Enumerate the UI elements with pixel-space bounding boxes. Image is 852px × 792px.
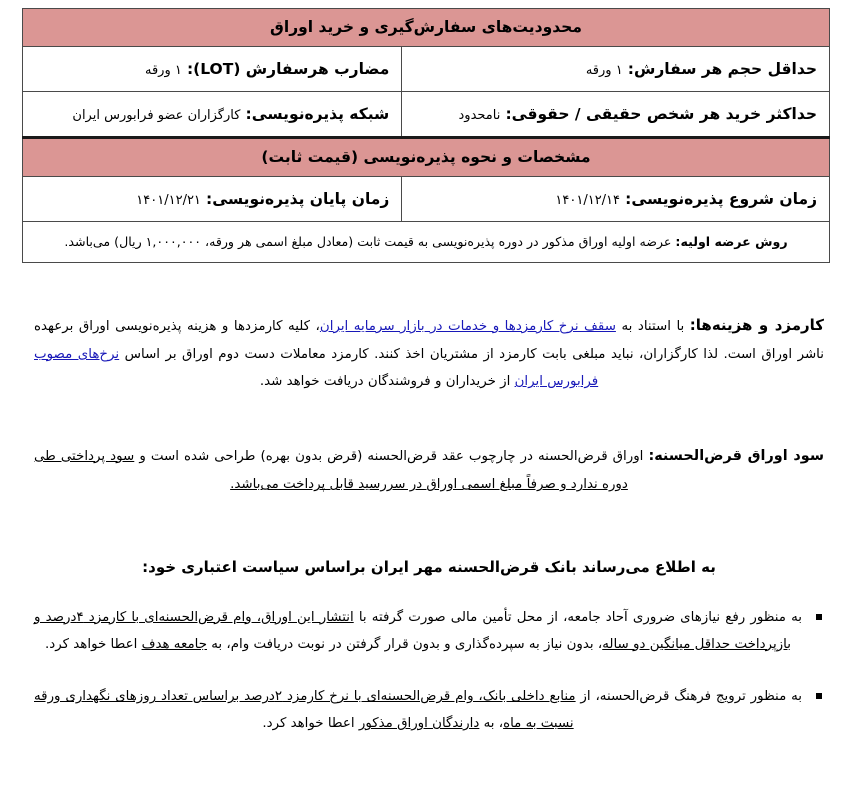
bullet-2-text-start: به منظور ترویج فرهنگ قرض‌الحسنه، از: [575, 689, 803, 705]
max-purchase-label: حداکثر خرید هر شخص حقیقی / حقوقی:: [505, 105, 817, 124]
table-band-row-subscription-specs: [23, 138, 830, 177]
subscription-end-value: ۱۴۰۱/۱۲/۲۱: [136, 193, 201, 209]
cell-subscription-network: [23, 92, 402, 138]
bullet-2-underlined-a: منابع داخلی بانک، وام قرض‌الحسنه‌ای با نرخ کارمزد ۲درصد براساس تعداد روزهای نگهداری ورقه نسبت به ماه: [34, 689, 576, 732]
band-cell: [23, 138, 830, 177]
bullet-1-underlined-b: جامعه هدف: [141, 636, 207, 652]
min-order-volume-value: ۱ ورقه: [585, 63, 623, 79]
bullet-1-text-mid: ، بدون نیاز به سپرده‌گذاری و بدون قرار گرفتن در نوبت دریافت وام، به: [206, 636, 603, 652]
list-item: [34, 605, 824, 659]
order-lot-value: ۱ ورقه: [144, 63, 182, 79]
subscription-network-value: کارگزاران عضو فرابورس ایران: [72, 108, 241, 124]
max-purchase-value: نامحدود: [458, 108, 501, 124]
bullet-1-text-end: اعطا خواهد کرد.: [45, 636, 142, 652]
announcement-heading: به اطلاع می‌رساند بانک قرض‌الحسنه مهر ایران براساس سیاست اعتباری خود:: [142, 557, 716, 576]
subscription-start-label: زمان شروع پذیره‌نویسی:: [625, 190, 817, 209]
profit-heading: سود اوراق قرض‌الحسنه:: [648, 447, 824, 464]
cell-subscription-start: [402, 177, 830, 222]
subscription-end-label: زمان پایان پذیره‌نویسی:: [206, 190, 390, 209]
fees-text-part3: از خریداران و فروشندگان دریافت خواهد شد.: [259, 374, 515, 390]
band-cell: [23, 9, 830, 47]
offering-method-text: عرضه اولیه اوراق مذکور در دوره پذیره‌نویسی به قیمت ثابت (معادل مبلغ اسمی هر ورقه، ۱,۰۰۰,۰۰۰ ریال) می‌باشد.: [64, 233, 672, 249]
fees-text-part1: با استناد به: [615, 319, 690, 334]
band-title-subscription-specs: مشخصات و نحوه پذیره‌نویسی (قیمت ثابت): [261, 148, 591, 167]
order-lot-label: مضارب هرسفارش (LOT):: [186, 60, 390, 79]
document-body: [0, 310, 852, 764]
offering-method-label: روش عرضه اولیه:: [675, 233, 788, 249]
square-bullet-icon: [816, 693, 822, 699]
min-order-volume-label: حداقل حجم هر سفارش:: [627, 60, 817, 79]
cell-offering-method: [23, 222, 830, 263]
link-commission-rates-cap[interactable]: سقف نرخ کارمزدها و خدمات در بازار سرمایه ایران: [319, 319, 616, 334]
link-farabourse-approved-rates[interactable]: نرخ‌های مصوب فرابورس ایران: [34, 346, 599, 390]
cell-min-order-volume: [402, 47, 830, 92]
paragraph-bond-profit: [34, 442, 824, 499]
band-title-order-limits: محدودیت‌های سفارش‌گیری و خرید اوراق: [270, 18, 582, 37]
subscription-network-label: شبکه پذیره‌نویسی:: [245, 105, 390, 124]
table-row: [23, 92, 830, 138]
profit-text: اوراق قرض‌الحسنه در چارچوب عقد قرض‌الحسنه (قرض بدون بهره) طراحی شده است و: [134, 448, 649, 464]
paragraph-fees-and-costs: [34, 310, 824, 396]
subscription-start-value: ۱۴۰۱/۱۲/۱۴: [555, 193, 621, 209]
table-row: [23, 47, 830, 92]
profit-underlined-text: سود پرداختی طی دوره ندارد و صرفاً مبلغ اسمی اوراق در سررسید قابل پرداخت می‌باشد.: [34, 448, 628, 493]
securities-info-table: [22, 8, 830, 263]
square-bullet-icon: [816, 614, 822, 620]
cell-order-lot: [23, 47, 402, 92]
cell-subscription-end: [23, 177, 402, 222]
fees-text-part2: ، کلیه کارمزدها و هزینه پذیره‌نویسی اوراق برعهده ناشر اوراق است. لذا کارگزاران، نباید مبلغی بابت کارمزد از مشتریان اخذ کنند. کارمزد معاملات دست دوم اوراق بر اساس: [34, 319, 824, 362]
bullet-1-text-start: به منظور رفع نیازهای ضروری آحاد جامعه، از محل تأمین مالی صورت گرفته با: [353, 609, 802, 625]
spacer: [34, 396, 824, 442]
fees-heading: کارمزد و هزینه‌ها:: [689, 316, 824, 334]
table-row: [23, 177, 830, 222]
table-band-row-order-limits: [23, 9, 830, 47]
list-item: [34, 684, 824, 738]
credit-policy-bullet-list: [34, 605, 824, 738]
bullet-2-text-end: اعطا خواهد کرد.: [262, 716, 359, 732]
bullet-2-underlined-b: دارندگان اوراق مذکور: [358, 716, 480, 732]
announcement-heading-wrap: [34, 555, 824, 579]
table-row-offering-method: [23, 222, 830, 263]
cell-max-purchase: [402, 92, 830, 138]
bullet-2-text-mid: ، به: [479, 716, 504, 732]
bullet-1-underlined-a: انتشار این اوراق، وام قرض‌الحسنه‌ای با کارمزد ۴درصد و بازپرداخت حداقل میانگین دو ساله: [34, 609, 791, 652]
